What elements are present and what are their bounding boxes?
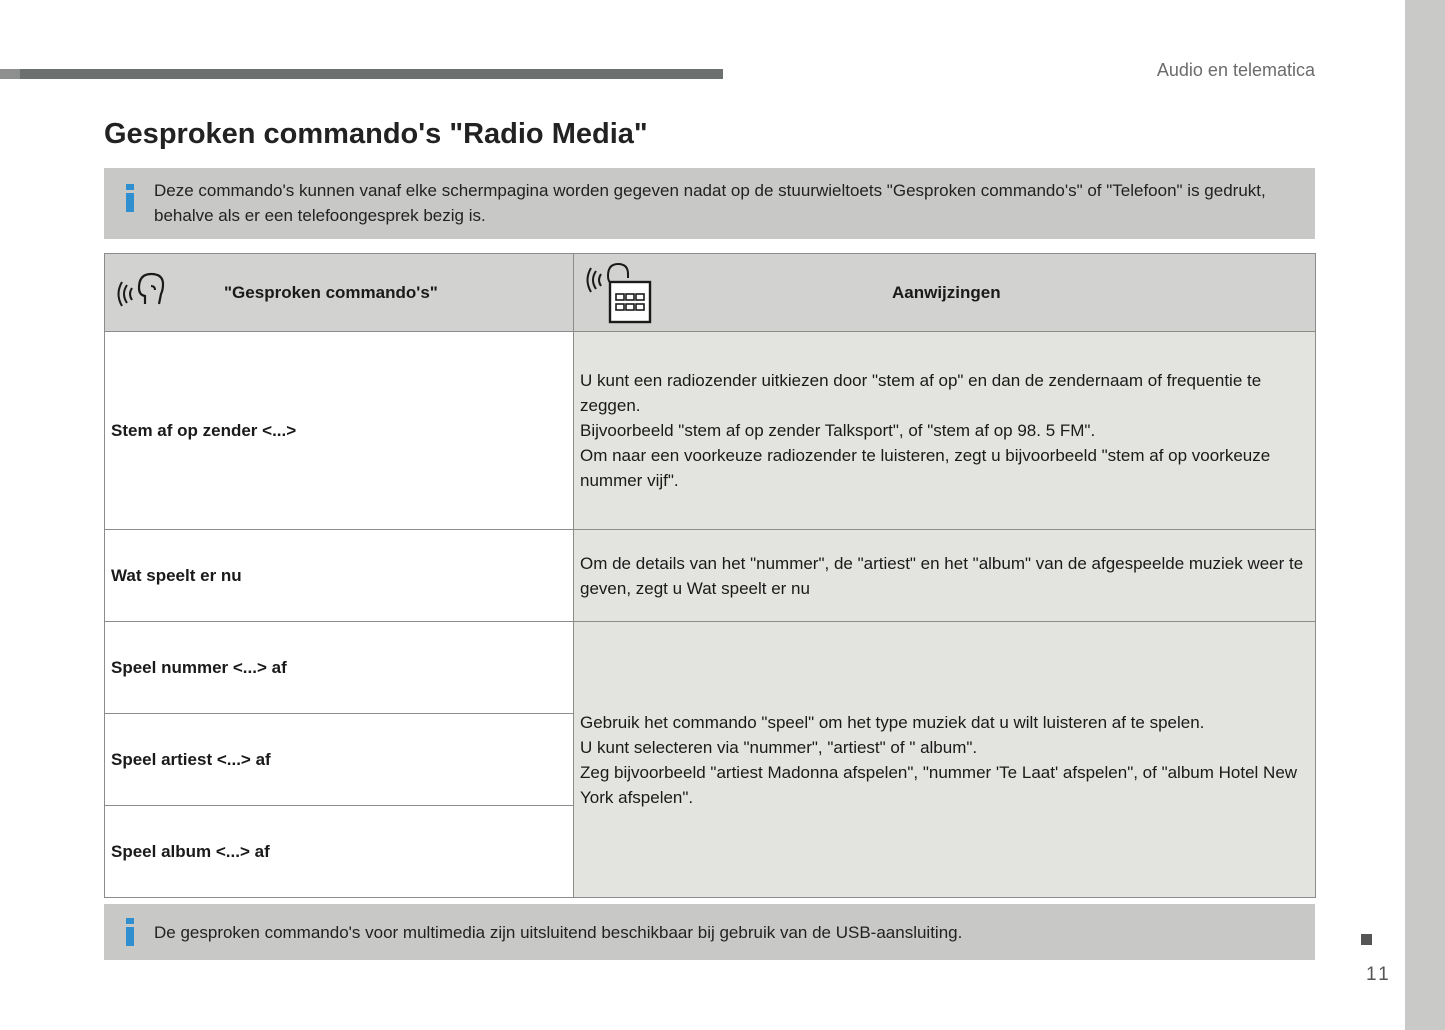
info-note-bottom bbox=[104, 904, 1315, 960]
header-rule-tab bbox=[0, 69, 20, 79]
command-cell: Speel nummer <...> af bbox=[105, 622, 574, 714]
command-cell: Speel artiest <...> af bbox=[105, 714, 574, 806]
commands-column-header bbox=[105, 254, 574, 332]
info-icon bbox=[122, 916, 138, 948]
hints-column-header bbox=[574, 254, 1316, 332]
hint-line: Bijvoorbeeld "stem af op zender Talksport", of "stem af op 98. 5 FM". bbox=[580, 421, 1096, 440]
hint-cell bbox=[574, 332, 1316, 530]
hints-header-label: Aanwijzingen bbox=[892, 283, 1001, 302]
hint-line: Gebruik het commando "speel" om het type muziek dat u wilt luisteren af te spelen. bbox=[580, 712, 1205, 732]
voice-keypad-icon bbox=[586, 262, 654, 326]
command-cell: Speel album <...> af bbox=[105, 806, 574, 898]
command-cell: Wat speelt er nu bbox=[105, 530, 574, 622]
hint-line: U kunt selecteren via "nummer", "artiest" of " album". bbox=[580, 737, 978, 757]
info-note-text: Deze commando's kunnen vanaf elke schermpagina worden gegeven nadat op de stuurwieltoets "Gesproken commando's" of "Telefoon" is gedrukt, behalve als er een telefoongesprek bezig is. bbox=[154, 181, 1266, 225]
hint-line: U kunt een radiozender uitkiezen door "stem af op" en dan de zendernaam of frequentie te zeggen. bbox=[580, 371, 1262, 415]
table-row bbox=[105, 622, 1316, 714]
hint-line: Zeg bijvoorbeeld "artiest Madonna afspelen", "nummer 'Te Laat' afspelen", of "album Hotel New York afspelen". bbox=[580, 762, 1298, 807]
table-row bbox=[105, 530, 1316, 622]
info-icon bbox=[122, 182, 138, 214]
hint-line: Om de details van het "nummer", de "artiest" en het "album" van de afgespeelde muziek weer te geven, zegt u Wat speelt er nu bbox=[580, 553, 1304, 598]
info-note-top bbox=[104, 168, 1315, 239]
info-note-text: De gesproken commando's voor multimedia zijn uitsluitend beschikbaar bij gebruik van de USB-aansluiting. bbox=[154, 923, 963, 942]
page-marker-square bbox=[1361, 934, 1372, 945]
header-rule bbox=[20, 69, 723, 79]
table-header-row bbox=[105, 254, 1316, 332]
hint-cell bbox=[574, 530, 1316, 622]
command-cell: Stem af op zender <...> bbox=[105, 332, 574, 530]
commands-header-label: "Gesproken commando's" bbox=[224, 283, 438, 302]
shared-hint-cell bbox=[574, 622, 1316, 898]
voice-command-icon bbox=[117, 262, 167, 310]
section-title: Audio en telematica bbox=[1156, 60, 1315, 80]
hint-line: Om naar een voorkeuze radiozender te luisteren, zegt u bijvoorbeeld "stem af op voorkeuze nummer vijf". bbox=[580, 446, 1271, 490]
table-row bbox=[105, 332, 1316, 530]
voice-commands-table bbox=[104, 253, 1316, 898]
page-title: Gesproken commando's "Radio Media" bbox=[104, 118, 648, 150]
page-edge-strip bbox=[1405, 0, 1445, 1030]
page-number: 11 bbox=[1366, 964, 1392, 985]
